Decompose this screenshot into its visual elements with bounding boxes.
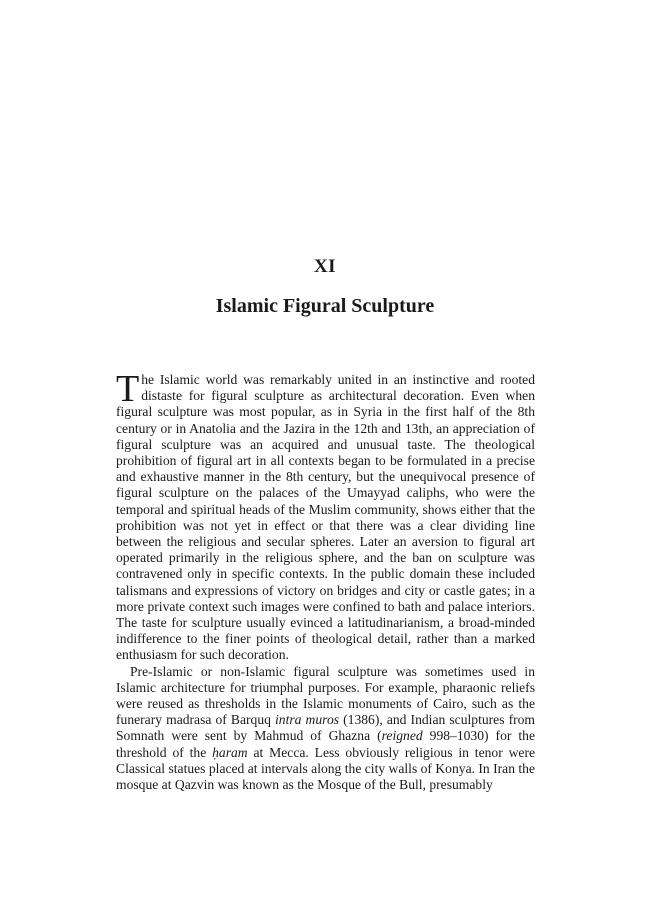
- italic-intra-muros: intra muros: [275, 712, 340, 728]
- paragraph-2-text-d: at Mecca. Less obviously religious in tenor were Classical statues placed at intervals along the city walls of Konya. In Iran the mosque at Qazvin was known as the Mosque of the Bull, presumably: [116, 744, 536, 793]
- paragraph-2: [116, 664, 535, 794]
- body-text: [116, 368, 536, 793]
- italic-reigned: reigned: [381, 728, 423, 744]
- paragraph-2-text-c: 998–1030) for the threshold of the: [116, 728, 535, 760]
- chapter-number: XI: [313, 256, 337, 277]
- chapter-title: Islamic Figural Sculpture: [215, 295, 435, 317]
- drop-cap: T: [116, 368, 140, 410]
- paragraph-2-text-b: (1386), and Indian sculptures from Somnath were sent by Mahmud of Ghazna (: [116, 712, 535, 744]
- paragraph-2-text-a: Pre-Islamic or non-Islamic figural sculpture was sometimes used in Islamic architecture for triumphal purposes. For example, pharaonic reliefs were reused as thresholds in the Islamic monuments of Cairo, such as the funerary madrasa of Barquq: [116, 663, 535, 728]
- italic-haram: ḥaram: [212, 744, 248, 760]
- paragraph-1: [116, 368, 535, 664]
- paragraph-1-text: he Islamic world was remarkably united in an instinctive and rooted distaste for figural sculpture as architectural decoration. Even when figural sculpture was most popular, as in Syria in the first half of the 8th century or in Anatolia and the Jazira in the 12th and 13th, an appreciation of figural sculpture was an acquired and unusual taste. The theological prohibition of figural art in all contexts began to be formulated in a precise and exhaustive manner in the 8th century, but the unequivocal presence of figural sculpture on the palaces of the Umayyad caliphs, who were the temporal and spiritual heads of the Muslim community, shows either that the prohibition was not yet in effect or that there was a clear dividing line between the religious and secular spheres. Later an aversion to figural art operated primarily in the religious sphere, and the ban on sculpture was contravened only in specific contexts. In the public domain these included talismans and expressions of victory on bridges and city or castle gates; in a more private context such images were confined to bath and palace interiors. The taste for sculpture usually evinced a latitudinarianism, a broad-minded indifference to the finer points of theological detail, rather than a marked enthusiasm for such decoration.: [116, 372, 535, 663]
